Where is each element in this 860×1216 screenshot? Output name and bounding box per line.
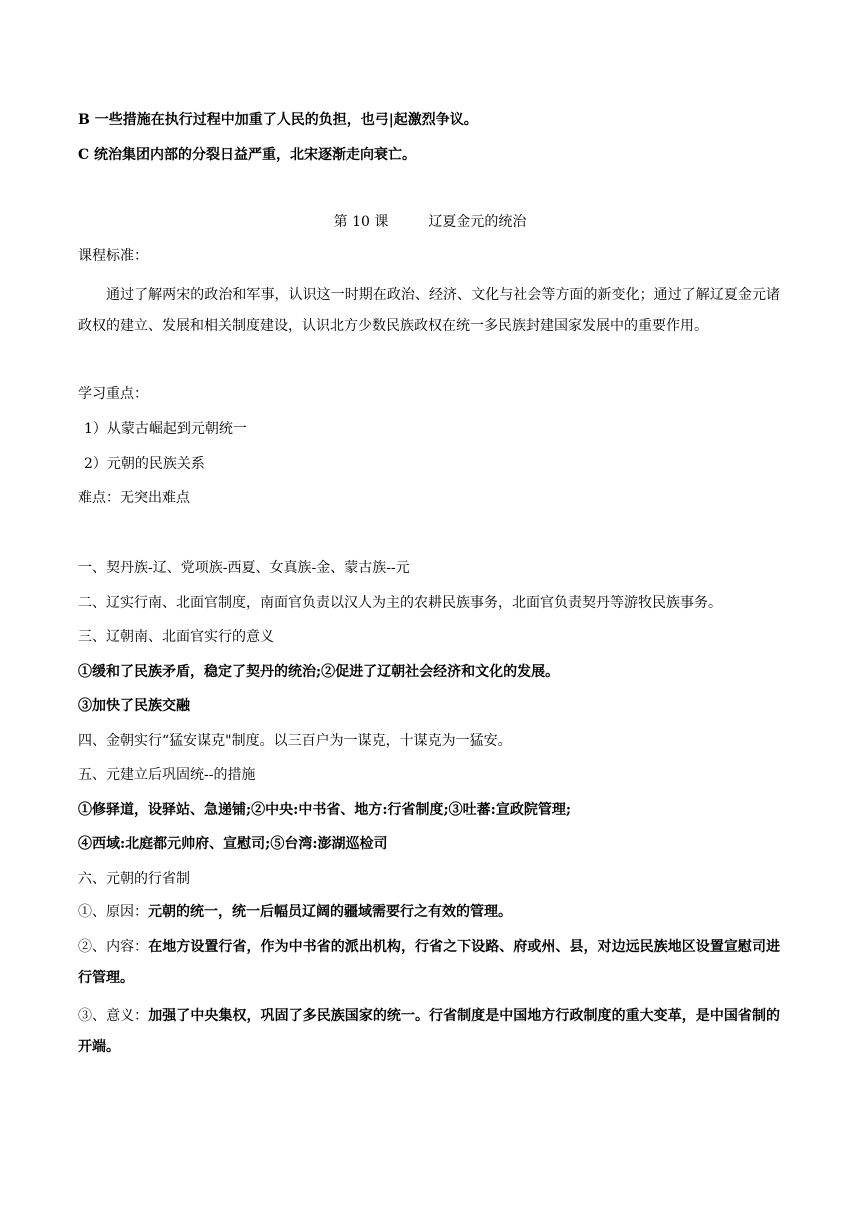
standard-heading: 课程标准： <box>78 248 148 264</box>
standard-paragraph: 通过了解两宋的政治和军事，认识这一时期在政治、经济、文化与社会等方面的新变化；通过了解辽夏金元诸政权的建立、发展和相关制度建设，认识北方少数民族政权在统一多民族封建国家发展中的重要作用。 <box>78 287 780 334</box>
item-6-content-text: 在地方设置行省，作为中书省的派出机构，行省之下设路、府或州、县，对边远民族地区设置宣慰司进行管理。 <box>78 939 781 986</box>
item-6-meaning-label: ③、意义： <box>78 1008 149 1024</box>
focus-item-1: 1）从蒙古崛起到元朝统一 <box>84 421 247 437</box>
section-item-3-point-a: ①缓和了民族矛盾，稳定了契丹的统治;②促进了辽朝社会经济和文化的发展。 <box>78 664 560 680</box>
section-item-2: 二、辽实行南、北面官制度，南面官负责以汉人为主的农耕民族事务，北面官负责契丹等游牧民族事务。 <box>78 595 722 611</box>
option-c-text: C 统治集团内部的分裂日益严重，北宋逐渐走向衰亡。 <box>78 147 417 163</box>
item-6-meaning <box>78 1001 780 1063</box>
lesson-title <box>0 212 860 232</box>
section-item-5: 五、元建立后巩固统--的措施 <box>78 767 256 783</box>
focus-item-2: 2）元朝的民族关系 <box>84 456 205 472</box>
item-6-meaning-text: 加强了中央集权，巩固了多民族国家的统一。行省制度是中国地方行政制度的重大变革，是中国省制的开端。 <box>78 1008 781 1055</box>
difficulty-line: 难点：无突出难点 <box>78 490 190 506</box>
lesson-number: 第 10 课 <box>333 214 389 230</box>
section-item-6: 六、元朝的行省制 <box>78 871 190 887</box>
focus-heading: 学习重点： <box>78 386 148 402</box>
lesson-name: 辽夏金元的统治 <box>428 214 527 230</box>
section-item-3-point-b: ③加快了民族交融 <box>78 698 190 714</box>
section-item-5-point-b: ④西域:北庭都元帅府、宣慰司;⑤台湾:澎湖巡检司 <box>78 836 388 852</box>
option-b-text: B 一些措施在执行过程中加重了人民的负担，也弓|起激烈争议。 <box>78 112 478 128</box>
section-item-3: 三、辽朝南、北面官实行的意义 <box>78 629 274 645</box>
section-item-4: 四、金朝实行“猛安谋克"制度。以三百户为一谋克，十谋克为一猛安。 <box>78 733 512 749</box>
item-6-reason <box>78 897 780 928</box>
section-item-5-point-a: ①修驿道，设驿站、急递铺;②中央:中书省、地方:行省制度;③吐蕃:宣政院管理; <box>78 802 572 818</box>
item-6-reason-label: ①、原因： <box>78 904 148 920</box>
item-6-reason-text: 元朝的统一，统一后幅员辽阔的疆域需要行之有效的管理。 <box>148 904 512 920</box>
item-6-content <box>78 932 780 994</box>
item-6-content-label: ②、内容： <box>78 939 149 955</box>
section-item-1: 一、契丹族-辽、党项族-西夏、女真族-金、蒙古族--元 <box>78 560 410 576</box>
